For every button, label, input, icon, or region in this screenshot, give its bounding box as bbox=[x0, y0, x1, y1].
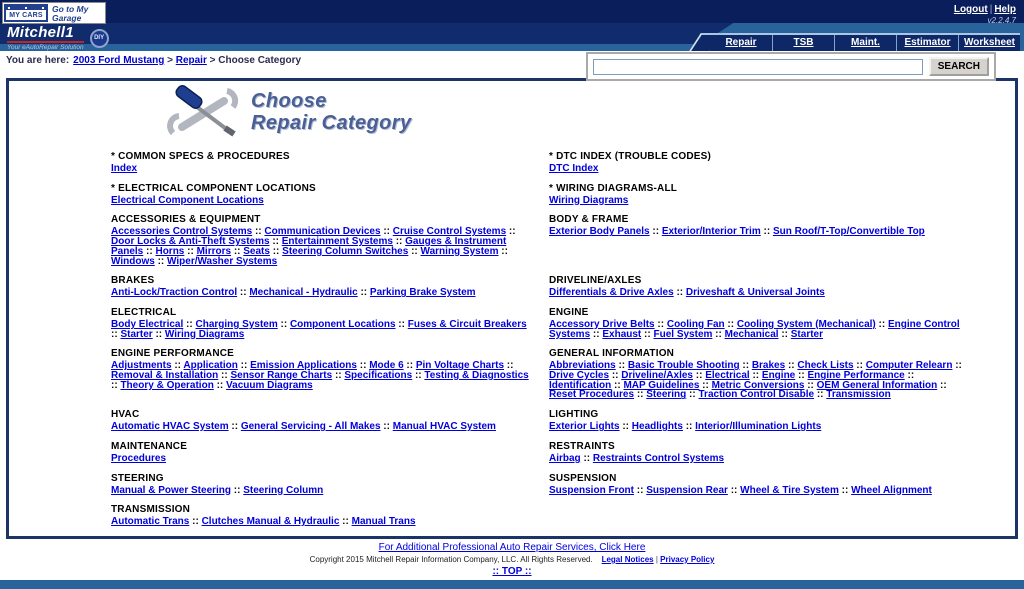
link-separator: :: bbox=[904, 370, 915, 382]
link-separator: :: bbox=[357, 287, 370, 299]
logo-badge: DIY bbox=[90, 29, 109, 48]
category-link[interactable]: Anti-Lock/Traction Control bbox=[111, 287, 238, 299]
category-link[interactable]: Starter bbox=[790, 328, 824, 340]
category-links bbox=[111, 422, 533, 432]
category-links bbox=[111, 196, 533, 206]
category-link[interactable]: Charging System bbox=[195, 318, 278, 330]
category-links bbox=[111, 288, 533, 298]
category-link[interactable]: Automatic Trans bbox=[111, 516, 190, 528]
breadcrumb-row bbox=[0, 51, 1024, 78]
category-link[interactable]: Index bbox=[111, 163, 138, 174]
category-link[interactable]: Abbreviations bbox=[549, 360, 616, 372]
link-separator: :: bbox=[760, 226, 773, 238]
category-link[interactable]: Gauges & Instrument Panels bbox=[111, 236, 507, 257]
category-link[interactable]: Entertainment Systems bbox=[281, 236, 393, 248]
link-separator: :: bbox=[712, 328, 725, 340]
link-separator: :: bbox=[580, 452, 593, 464]
logo-wordmark: Mitchell1 bbox=[7, 25, 84, 43]
link-separator: :: bbox=[408, 245, 421, 257]
breadcrumb-item: Choose Category bbox=[218, 55, 302, 66]
link-separator: :: bbox=[590, 328, 603, 340]
category-title: ACCESSORIES & EQUIPMENT bbox=[111, 214, 261, 226]
breadcrumb-items bbox=[73, 55, 301, 66]
plate-rivets bbox=[6, 6, 46, 10]
breadcrumb-separator: > bbox=[164, 55, 176, 66]
category-link[interactable]: Electrical bbox=[705, 370, 750, 382]
plate-label: MY CARS bbox=[9, 12, 43, 19]
category-title: MAINTENANCE bbox=[111, 440, 188, 452]
link-separator: :: bbox=[673, 287, 686, 299]
tab-worksheet[interactable]: Worksheet bbox=[958, 35, 1020, 51]
category-link[interactable]: Vacuum Diagrams bbox=[226, 379, 313, 391]
category-links bbox=[549, 454, 963, 464]
category-section bbox=[111, 183, 549, 206]
category-link[interactable]: Mode 6 bbox=[369, 360, 404, 372]
category-title: BRAKES bbox=[111, 275, 155, 287]
link-separator: :: bbox=[380, 421, 393, 433]
category-title: ELECTRICAL bbox=[111, 306, 177, 318]
category-section bbox=[549, 348, 979, 400]
category-section bbox=[111, 348, 549, 400]
category-grid bbox=[111, 151, 979, 536]
category-link[interactable]: Wheel Alignment bbox=[851, 484, 932, 496]
category-link[interactable]: Cooling Fan bbox=[666, 318, 725, 330]
category-section bbox=[111, 441, 549, 464]
link-separator: :: bbox=[277, 318, 290, 330]
category-links bbox=[111, 361, 533, 390]
link-separator: :: bbox=[332, 370, 345, 382]
link-separator: :: bbox=[619, 421, 632, 433]
link-separator: :: bbox=[609, 370, 622, 382]
category-link[interactable]: Check Lists bbox=[797, 360, 854, 372]
content-box bbox=[6, 78, 1018, 539]
link-separator: :: bbox=[183, 318, 196, 330]
category-link[interactable]: Component Locations bbox=[289, 318, 396, 330]
category-link[interactable]: Engine Control Systems bbox=[549, 318, 960, 340]
category-link[interactable]: Mechanical bbox=[724, 328, 779, 340]
copyright-text: Copyright 2015 Mitchell Repair Information Company, LLC. All Rights Reserved. bbox=[309, 554, 593, 564]
category-link[interactable]: Electrical Component Locations bbox=[111, 194, 264, 206]
category-link[interactable]: Exterior Body Panels bbox=[549, 226, 650, 238]
category-link[interactable]: Body Electrical bbox=[111, 318, 184, 330]
category-link[interactable]: Accessories Control Systems bbox=[111, 226, 253, 238]
category-link[interactable]: Engine bbox=[761, 370, 796, 382]
link-separator: :: bbox=[778, 328, 791, 340]
link-separator: :: bbox=[395, 318, 408, 330]
link-separator: :: bbox=[269, 245, 283, 257]
category-link[interactable]: Reset Procedures bbox=[549, 389, 635, 401]
category-links bbox=[111, 320, 533, 339]
link-separator: :: bbox=[237, 360, 251, 372]
link-separator: :: bbox=[252, 226, 265, 238]
category-title: SUSPENSION bbox=[549, 472, 617, 484]
link-separator: :: bbox=[686, 389, 699, 401]
link-separator: :: bbox=[611, 379, 624, 391]
category-links bbox=[549, 164, 963, 174]
tab-maint[interactable]: Maint. bbox=[834, 35, 896, 51]
category-links bbox=[549, 486, 963, 496]
category-link[interactable]: Application bbox=[183, 360, 238, 372]
link-separator: :: bbox=[213, 379, 227, 391]
category-link[interactable]: Emission Applications bbox=[250, 360, 357, 372]
license-plate-icon bbox=[4, 4, 48, 22]
link-separator: :: bbox=[838, 484, 852, 496]
link-separator: :: bbox=[231, 245, 244, 257]
breadcrumb-label: You are here: bbox=[6, 55, 70, 66]
help-link[interactable]: Help bbox=[994, 4, 1016, 15]
category-links bbox=[549, 196, 963, 206]
category-link[interactable]: Door Locks & Anti-Theft Systems bbox=[111, 236, 270, 248]
link-separator: :: bbox=[498, 245, 508, 257]
category-link[interactable]: Seats bbox=[243, 245, 270, 257]
search-box bbox=[586, 52, 996, 81]
category-link[interactable]: Windows bbox=[111, 255, 155, 267]
category-link[interactable]: Manual Trans bbox=[351, 516, 416, 528]
link-separator: :: bbox=[412, 370, 425, 382]
link-separator: :: bbox=[152, 328, 165, 340]
category-link[interactable]: Interior/Illumination Lights bbox=[695, 421, 822, 433]
category-title: HVAC bbox=[111, 409, 140, 421]
category-link[interactable]: Warning System bbox=[420, 245, 499, 257]
category-section bbox=[549, 275, 979, 298]
link-separator: :: bbox=[634, 484, 647, 496]
link-separator: :: bbox=[785, 360, 798, 372]
link-separator: :: bbox=[634, 389, 647, 401]
category-link[interactable]: Steering Column Switches bbox=[282, 245, 409, 257]
category-link[interactable]: DTC Index bbox=[549, 163, 599, 174]
category-link[interactable]: Exhaust bbox=[602, 328, 642, 340]
category-link[interactable]: Basic Trouble Shooting bbox=[627, 360, 740, 372]
top-bar bbox=[0, 0, 1024, 23]
page-title: Choose Repair Category bbox=[251, 90, 412, 134]
category-link[interactable]: Adjustments bbox=[111, 360, 172, 372]
category-link[interactable]: Specifications bbox=[344, 370, 413, 382]
category-section bbox=[549, 409, 979, 432]
category-link[interactable]: Manual & Power Steering bbox=[111, 484, 232, 496]
link-separator: :: bbox=[218, 370, 231, 382]
category-link[interactable]: General Servicing - All Makes bbox=[240, 421, 381, 433]
page-footer bbox=[0, 539, 1024, 589]
link-separator: :: bbox=[143, 245, 156, 257]
category-link[interactable]: Computer Relearn bbox=[865, 360, 953, 372]
page-heading bbox=[167, 87, 1015, 137]
category-link[interactable]: Differentials & Drive Axles bbox=[549, 287, 674, 299]
category-link[interactable]: Horns bbox=[155, 245, 185, 257]
link-separator: :: bbox=[111, 379, 121, 391]
category-section bbox=[111, 504, 549, 527]
category-links bbox=[549, 361, 963, 400]
category-links bbox=[549, 227, 963, 237]
session-controls bbox=[954, 4, 1016, 25]
category-link[interactable]: Cooling System (Mechanical) bbox=[736, 318, 876, 330]
category-link[interactable]: Wiper/Washer Systems bbox=[167, 255, 278, 267]
category-link[interactable]: Accessory Drive Belts bbox=[549, 318, 655, 330]
link-separator: :: bbox=[952, 360, 962, 372]
category-title: LIGHTING bbox=[549, 409, 599, 421]
category-title: * ELECTRICAL COMPONENT LOCATIONS bbox=[111, 182, 316, 194]
link-separator: :: bbox=[154, 255, 168, 267]
link-separator: :: bbox=[739, 360, 752, 372]
category-section bbox=[111, 275, 549, 298]
breadcrumb-item[interactable]: Repair bbox=[175, 55, 207, 66]
link-separator: :: bbox=[189, 516, 202, 528]
link-separator: :: bbox=[111, 328, 121, 340]
category-link[interactable]: Metric Conversions bbox=[711, 379, 805, 391]
link-separator: :: bbox=[269, 236, 282, 248]
category-section bbox=[549, 307, 979, 339]
breadcrumb-separator: > bbox=[206, 55, 219, 66]
category-title: ENGINE PERFORMANCE bbox=[111, 348, 235, 360]
wrench-screwdriver-icon bbox=[167, 88, 239, 136]
category-links bbox=[549, 320, 963, 339]
category-link[interactable]: Automatic HVAC System bbox=[111, 421, 229, 433]
link-separator: :: bbox=[641, 328, 654, 340]
category-section bbox=[549, 183, 979, 206]
category-link[interactable]: Sun Roof/T-Top/Convertible Top bbox=[772, 226, 925, 238]
category-title: GENERAL INFORMATION bbox=[549, 348, 675, 360]
category-link[interactable]: Clutches Manual & Hydraulic bbox=[201, 516, 340, 528]
category-link[interactable]: Headlights bbox=[631, 421, 683, 433]
tab-tsb[interactable]: TSB bbox=[772, 35, 834, 51]
mitchell1-logo bbox=[7, 25, 109, 52]
link-separator: :: bbox=[615, 360, 628, 372]
link-separator: :: bbox=[795, 370, 808, 382]
tab-repair[interactable]: Repair bbox=[725, 37, 757, 48]
category-section bbox=[549, 214, 979, 266]
link-separator: :: bbox=[403, 360, 416, 372]
link-separator: :: bbox=[356, 360, 370, 372]
go-to-my-garage-label: Go to My Garage bbox=[52, 4, 89, 23]
session-separator: | bbox=[989, 4, 993, 15]
footer-separator: | bbox=[655, 554, 658, 564]
category-link[interactable]: Exterior/Interior Trim bbox=[661, 226, 761, 238]
category-link[interactable]: Suspension Rear bbox=[646, 484, 728, 496]
link-separator: :: bbox=[727, 484, 741, 496]
category-section bbox=[549, 441, 979, 464]
link-separator: :: bbox=[692, 370, 706, 382]
category-link[interactable]: Identification bbox=[549, 379, 612, 391]
link-separator: :: bbox=[649, 226, 662, 238]
link-separator: :: bbox=[875, 318, 888, 330]
category-link[interactable]: Restraints Control Systems bbox=[592, 452, 725, 464]
search-input[interactable] bbox=[593, 59, 923, 75]
tab-bar bbox=[710, 33, 1020, 51]
page-header bbox=[0, 0, 1024, 51]
tab-estimator[interactable]: Estimator bbox=[896, 35, 958, 51]
category-section bbox=[549, 504, 979, 527]
category-links bbox=[111, 454, 533, 464]
link-separator: :: bbox=[231, 484, 244, 496]
category-link[interactable]: Mechanical - Hydraulic bbox=[249, 287, 358, 299]
category-title: * COMMON SPECS & PROCEDURES bbox=[111, 151, 290, 162]
link-separator: :: bbox=[171, 360, 184, 372]
category-link[interactable]: Drive Cycles bbox=[549, 370, 610, 382]
category-section bbox=[111, 473, 549, 496]
category-title: RESTRAINTS bbox=[549, 440, 615, 452]
link-separator: :: bbox=[504, 360, 514, 372]
category-link[interactable]: Wiring Diagrams bbox=[164, 328, 245, 340]
category-title: BODY & FRAME bbox=[549, 214, 629, 226]
link-separator: :: bbox=[804, 379, 817, 391]
category-link[interactable]: Communication Devices bbox=[264, 226, 381, 238]
category-link[interactable]: Driveshaft & Universal Joints bbox=[685, 287, 825, 299]
category-section bbox=[111, 409, 549, 432]
category-link[interactable]: Parking Brake System bbox=[369, 287, 476, 299]
category-link[interactable]: Exterior Lights bbox=[549, 421, 620, 433]
category-title: STEERING bbox=[111, 472, 164, 484]
link-separator: :: bbox=[237, 287, 250, 299]
category-link[interactable]: Manual HVAC System bbox=[392, 421, 496, 433]
logo-tagline: Your eAutoRepair Solution bbox=[7, 44, 84, 51]
link-separator: :: bbox=[380, 226, 393, 238]
category-link[interactable]: Brakes bbox=[751, 360, 786, 372]
link-separator: :: bbox=[814, 389, 827, 401]
category-link[interactable]: Mirrors bbox=[196, 245, 232, 257]
link-separator: :: bbox=[853, 360, 866, 372]
link-separator: :: bbox=[339, 516, 352, 528]
category-link[interactable]: Sensor Range Charts bbox=[230, 370, 333, 382]
link-separator: :: bbox=[228, 421, 241, 433]
bottom-bar bbox=[0, 580, 1024, 589]
link-separator: :: bbox=[392, 236, 406, 248]
category-link[interactable]: Traction Control Disable bbox=[698, 389, 815, 401]
category-title: DRIVELINE/AXLES bbox=[549, 275, 642, 287]
category-section bbox=[549, 473, 979, 496]
category-section bbox=[549, 151, 979, 174]
category-link[interactable]: OEM General Information bbox=[816, 379, 938, 391]
category-link[interactable]: Theory & Operation bbox=[120, 379, 214, 391]
category-link[interactable]: Procedures bbox=[111, 452, 167, 464]
category-link[interactable]: Transmission bbox=[826, 389, 891, 401]
link-separator: :: bbox=[682, 421, 696, 433]
category-link[interactable]: Fuses & Circuit Breakers bbox=[407, 318, 527, 330]
category-links bbox=[549, 422, 963, 432]
my-cars-garage-button[interactable] bbox=[2, 2, 106, 24]
category-link[interactable]: Steering bbox=[646, 389, 687, 401]
legal-notices-link[interactable]: Legal Notices bbox=[601, 554, 654, 564]
category-link[interactable]: Cruise Control Systems bbox=[392, 226, 507, 238]
category-title: * DTC INDEX (TROUBLE CODES) bbox=[549, 151, 712, 162]
category-link[interactable]: Wheel & Tire System bbox=[740, 484, 839, 496]
category-title: ENGINE bbox=[549, 306, 589, 318]
category-link[interactable]: Engine Performance bbox=[807, 370, 905, 382]
category-links bbox=[111, 517, 533, 527]
category-link[interactable]: Fuel System bbox=[653, 328, 713, 340]
additional-services-link[interactable]: For Additional Professional Auto Repair Services, Click Here bbox=[378, 541, 646, 553]
category-section bbox=[111, 307, 549, 339]
category-link[interactable]: Starter bbox=[120, 328, 153, 340]
category-title: * WIRING DIAGRAMS-ALL bbox=[549, 182, 678, 194]
link-separator: :: bbox=[937, 379, 947, 391]
category-link[interactable]: Pin Voltage Charts bbox=[415, 360, 505, 372]
category-links bbox=[111, 227, 533, 266]
category-link[interactable]: Driveline/Axles bbox=[621, 370, 693, 382]
category-title: TRANSMISSION bbox=[111, 504, 191, 516]
top-link[interactable]: :: TOP :: bbox=[492, 565, 532, 577]
version-label: v2.2.4.7 bbox=[987, 16, 1016, 25]
category-link[interactable]: Testing & Diagnostics bbox=[424, 370, 529, 382]
privacy-policy-link[interactable]: Privacy Policy bbox=[660, 554, 715, 564]
search-button[interactable]: SEARCH bbox=[929, 57, 989, 76]
link-separator: :: bbox=[699, 379, 712, 391]
breadcrumb-item[interactable]: 2003 Ford Mustang bbox=[73, 55, 165, 66]
category-links bbox=[111, 486, 533, 496]
category-link[interactable]: Airbag bbox=[549, 452, 581, 464]
category-link[interactable]: Steering Column bbox=[243, 484, 324, 496]
category-link[interactable]: Wiring Diagrams bbox=[549, 194, 629, 206]
link-separator: :: bbox=[749, 370, 762, 382]
category-section bbox=[111, 151, 549, 174]
category-link[interactable]: Removal & Installation bbox=[111, 370, 219, 382]
category-section bbox=[111, 214, 549, 266]
category-links bbox=[549, 288, 963, 298]
logout-link[interactable]: Logout bbox=[953, 4, 988, 15]
category-link[interactable]: Suspension Front bbox=[549, 484, 634, 496]
link-separator: :: bbox=[506, 226, 516, 238]
link-separator: :: bbox=[654, 318, 667, 330]
link-separator: :: bbox=[184, 245, 197, 257]
link-separator: :: bbox=[724, 318, 737, 330]
category-links bbox=[111, 164, 533, 174]
category-link[interactable]: MAP Guidelines bbox=[623, 379, 700, 391]
